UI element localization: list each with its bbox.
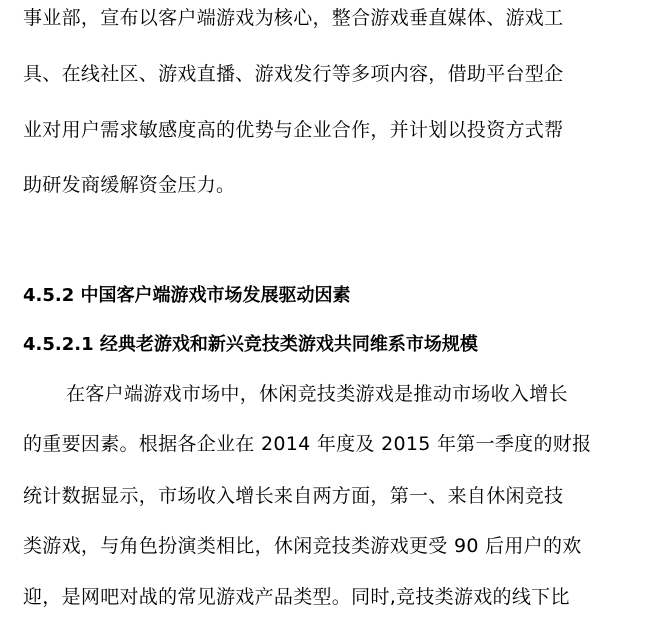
paragraph-line: 业对用户需求敏感度高的优势与企业合作，并计划以投资方式帮 [23, 119, 564, 141]
paragraph-line: 迎，是网吧对战的常见游戏产品类型。同时,竞技类游戏的线下比 [23, 586, 570, 608]
paragraph-line: 助研发商缓解资金压力。 [23, 174, 236, 196]
paragraph-line: 具、在线社区、游戏直播、游戏发行等多项内容，借助平台型企 [23, 63, 564, 85]
paragraph-line: 类游戏，与角色扮演类相比，休闲竞技类游戏更受 90 后用户的欢 [23, 535, 582, 557]
subsection-heading: 4.5.2.1 经典老游戏和新兴竞技类游戏共同维系市场规模 [23, 334, 478, 355]
paragraph-line: 事业部，宣布以客户端游戏为核心，整合游戏垂直媒体、游戏工 [23, 7, 564, 29]
paragraph-line: 的重要因素。根据各企业在 2014 年度及 2015 年第一季度的财报 [23, 433, 592, 455]
paragraph-line: 统计数据显示，市场收入增长来自两方面，第一、来自休闲竞技 [23, 485, 564, 507]
section-heading: 4.5.2 中国客户端游戏市场发展驱动因素 [23, 285, 351, 306]
paragraph-line: 在客户端游戏市场中，休闲竞技类游戏是推动市场收入增长 [66, 383, 568, 405]
